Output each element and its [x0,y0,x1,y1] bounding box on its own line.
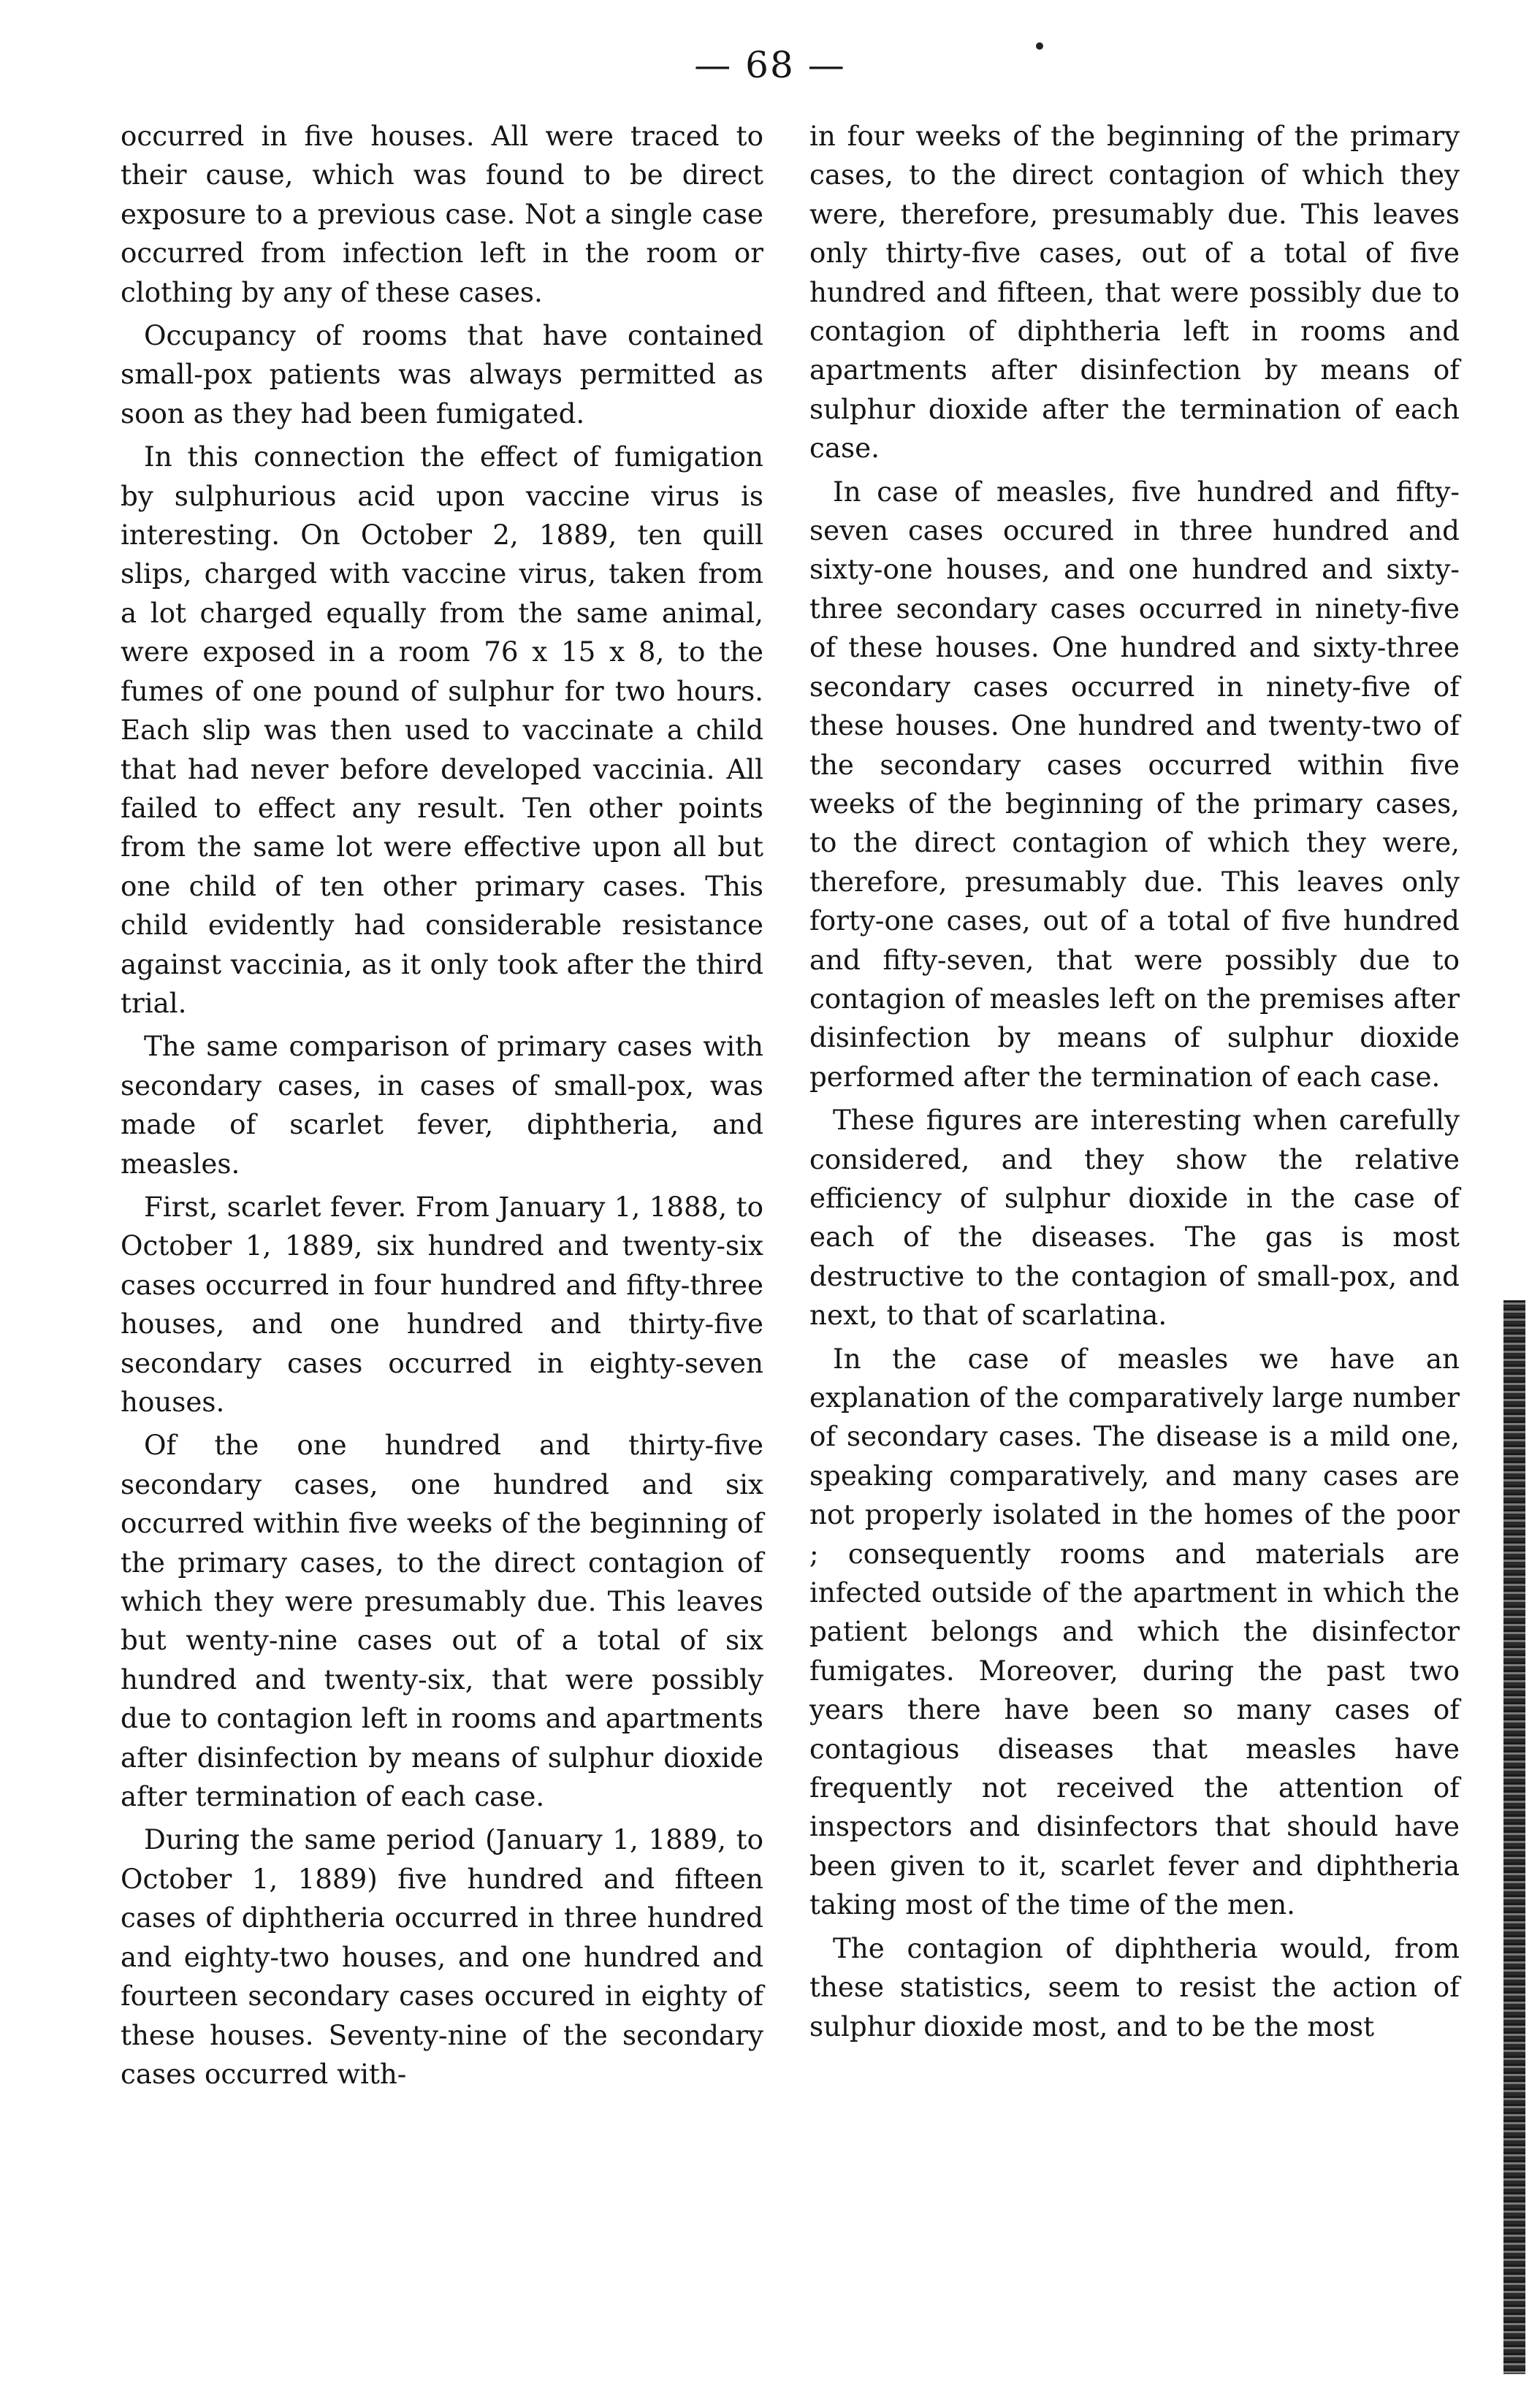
paragraph: Occupancy of rooms that have contained small-pox patients was always permitted as soon as they had been fumigated. [121,319,763,430]
ink-dot [1036,42,1043,50]
page-number: — 68 — [694,44,846,86]
paragraph: occurred in five houses. All were traced to their cause, which was found to be direct exposure to a previous case. Not a single case occurred from infection left in the room or clothing by any of these cases. [121,120,763,308]
scanned-page-edge [1503,1300,1525,2374]
paragraph: In the case of measles we have an explanation of the comparatively large number of secondary cases. The disease is a mild one, speaking comparatively, and many cases are not properly isolated in the homes of the poor ; consequently rooms and materials are infected outside of the apartment in which the patient belongs and which the disinfector fumigates. Moreover, during the past two years there have been so many cases of contagious diseases that measles have frequently not received the attention of inspectors and disinfectors that should have been given to it, scarlet fever and diphtheria taking most of the time of the men. [809,1342,1460,1921]
paragraph: Of the one hundred and thirty-five secondary cases, one hundred and six occurred within five weeks of the beginning of the primary cases, to the direct contagion of which they were presumably due. This leaves but wenty-nine cases out of a total of six hundred and twenty-six, that were possibly due to contagion left in rooms and apartments after disinfection by means of sulphur dioxide after termination of each case. [121,1429,763,1813]
paragraph: The contagion of diphtheria would, from these statistics, seem to resist the action of sulphur dioxide most, and to be the most [809,1931,1460,2042]
paragraph: During the same period (January 1, 1889, to October 1, 1889) five hundred and fifteen cases of diphtheria occurred in three hundred and eighty-two houses, and one hundred and fourteen secondary cases occured in eighty of these houses. Seventy-nine of the secondary cases occurred with- [121,1823,763,2090]
paragraph: First, scarlet fever. From January 1, 1888, to October 1, 1889, six hundred and twenty-six cases occurred in four hundred and fifty-three houses, and one hundred and thirty-five secondary cases occurred in eighty-seven houses. [121,1190,763,1418]
paragraph: In case of measles, five hundred and fifty-seven cases occured in three hundred and sixty-one houses, and one hundred and sixty-three secondary cases occurred in ninety-five of these houses. One hundred and sixty-three secondary cases occurred in ninety-five of these houses. One hundred and twenty-two of the secondary cases occurred within five weeks of the beginning of the primary cases, to the direct contagion of which they were, therefore, presumably due. This leaves only forty-one cases, out of a total of five hundred and fifty-seven, that were possibly due to contagion of measles left on the premises after disinfection by means of sulphur dioxide performed after the termination of each case. [809,475,1460,1093]
paragraph: in four weeks of the beginning of the primary cases, to the direct contagion of which they were, therefore, presumably due. This leaves only thirty-five cases, out of a total of five hundred and fifteen, that were possibly due to contagion of diphtheria left in rooms and apartments after disinfection by means of sulphur dioxide after the termination of each case. [809,120,1460,465]
left-column [121,117,763,2098]
paragraph: These figures are interesting when carefully considered, and they show the relative efficiency of sulphur dioxide in the case of each of the diseases. The gas is most destructive to the contagion of small-pox, and next, to that of scarlatina. [809,1104,1460,1332]
paragraph: In this connection the effect of fumigation by sulphurious acid upon vaccine virus is interesting. On October 2, 1889, ten quill slips, charged with vaccine virus, taken from a lot charged equally from the same animal, were exposed in a room 76 x 15 x 8, to the fumes of one pound of sulphur for two hours. Each slip was then used to vaccinate a child that had never before developed vaccinia. All failed to effect any result. Ten other points from the same lot were effective upon all but one child of ten other primary cases. This child evidently had considerable resistance against vaccinia, as it only took after the third trial. [121,440,763,1019]
right-column [809,117,1460,2051]
paragraph: The same comparison of primary cases with secondary cases, in cases of small-pox, was made of scarlet fever, diphtheria, and measles. [121,1030,763,1180]
